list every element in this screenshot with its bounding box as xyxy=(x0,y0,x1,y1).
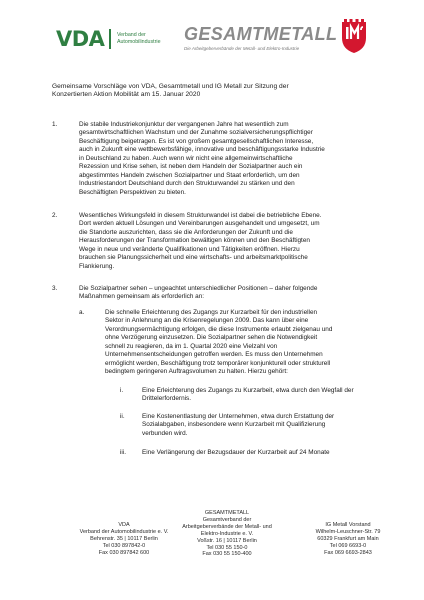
paragraph-2 xyxy=(79,212,397,271)
footer-line: Voßstr. 16 | 10117 Berlin xyxy=(197,537,257,544)
footer-line: IG Metall Vorstand xyxy=(325,522,371,528)
footer-line: Fax 030 55 150-400 xyxy=(202,551,252,558)
text-line: Flankierung. xyxy=(79,262,115,270)
vda-logo xyxy=(56,27,161,51)
footer-line: VDA xyxy=(118,522,130,528)
text-line: ohne Verzögerung einzusetzen. Die Sozialpartner sehen die Notwendigkeit xyxy=(105,334,318,342)
vda-divider xyxy=(109,29,111,49)
vda-name-line2: Automobilindustrie xyxy=(116,39,161,45)
footer-line: Gesamtverband der xyxy=(202,516,252,523)
gesamtmetall-tagline: Die Arbeitgeberverbände der Metall- und Elektro-Industrie xyxy=(184,46,300,51)
footer-line: Fax 069 6693-2843 xyxy=(324,549,372,556)
text-line: Sozialabgaben, insbesondere wenn Kurzarbeit mit Qualifizierung xyxy=(142,421,326,429)
footer-line: Wilhelm-Leuschner-Str. 79 xyxy=(315,528,381,535)
text-line: Beschäftigten Perspektiven zu bieten. xyxy=(79,188,186,196)
text-line: Sektor in Anlehnung an die Krisenregelungen 2009. Das kann über eine xyxy=(105,317,309,325)
footer-line: Verband der Automobilindustrie e. V. xyxy=(79,528,169,535)
text-line: die Standorte auszurichten, dass sie die Anforderungen der Zukunft und die xyxy=(79,228,293,236)
paragraph-3 xyxy=(79,285,397,302)
footer-line: Fax 030 897842 600 xyxy=(98,549,150,556)
gesamtmetall-mark: GESAMTMETALL xyxy=(184,24,338,44)
vda-mark: VDA xyxy=(56,27,105,51)
footer-line: Tel 030 55 150-0 xyxy=(206,544,248,551)
text-line: gesamtwirtschaftlichen Wachstum und der Zunahme sozialversicherungspflichtiger xyxy=(79,129,313,137)
text-line: Verordnungsermächtigung erfolgen, die diese Instrumente erlaubt zielgenau und xyxy=(105,325,333,333)
text-line: Die schnelle Erleichterung des Zugangs zur Kurzarbeit für den industriellen xyxy=(105,309,318,316)
footer-line: Behrenstr. 35 | 10117 Berlin xyxy=(90,535,158,542)
text-line: Eine Kostenentlastung der Unternehmen, etwa durch Erstattung der xyxy=(142,413,335,420)
text-line: Wesentliches Wirkungsfeld in diesem Strukturwandel ist dabei die betriebliche Ebene. xyxy=(79,212,322,219)
text-line: abgestimmtes Handeln zwischen Sozialpartner und Staat erforderlich, um den xyxy=(79,171,300,179)
footer-vda xyxy=(68,522,180,557)
text-line: Eine Erleichterung des Zugangs zu Kurzarbeit, etwa durch den Wegfall der xyxy=(142,387,354,394)
ig-metall-logo-icon xyxy=(340,18,368,54)
gesamtmetall-logo xyxy=(184,24,337,51)
subitem-roman: iii. xyxy=(120,449,127,456)
document-title xyxy=(52,83,392,100)
text-line: Dort werden aktuell Lösungen und Vereinbarungen ausgehandelt und umgesetzt, um xyxy=(79,220,320,228)
text-line: Beschäftigung beigetragen. Es ist von großem gesamtgesellschaftlichen Interesse, xyxy=(79,137,314,145)
vda-name-line1: Verband der xyxy=(116,32,146,38)
text-line: Die Sozialpartner sehen – ungeachtet unterschiedlicher Positionen – daher folgende xyxy=(79,285,318,292)
paragraph-3a-i xyxy=(142,387,397,404)
footer-line: Tel 069 6693-0 xyxy=(329,542,367,549)
paragraph-1 xyxy=(79,121,397,197)
text-line: Drittelerfordernis. xyxy=(142,395,192,403)
footer-line: GESAMTMETALL xyxy=(204,510,250,516)
text-line: Rezession und Krise sehen, ist neben dem Handeln der Sozialpartner auch ein xyxy=(79,163,303,171)
text-line: Die stabile Industriekonjunktur der vergangenen Jahre hat wesentlich zum xyxy=(79,121,289,128)
item-number: 2. xyxy=(52,212,58,219)
footer-line: Elektro-Industrie e. V. xyxy=(200,530,254,537)
title-line: Gemeinsame Vorschläge von VDA, Gesamtmetall und IG Metall zur Sitzung der xyxy=(52,83,289,90)
paragraph-3a-ii xyxy=(142,413,397,438)
text-line: auch in Zukunft eine wettbewerbsfähige, innovative und beschäftigungsstarke Industrie xyxy=(79,146,325,154)
footer-gesamtmetall xyxy=(172,510,282,558)
subitem-roman: i. xyxy=(120,387,124,394)
paragraph-3a xyxy=(105,309,397,377)
text-line: ermöglicht werden, Beschäftigung trotz temporärer konjunkturell oder strukturell xyxy=(105,359,331,367)
text-line: Herausforderungen der Transformation bewältigen können und den Beschäftigten xyxy=(79,237,310,245)
footer-line: Arbeitgeberverbände der Metall- und xyxy=(182,523,272,530)
text-line: Unternehmensentscheidungen getroffen werden. Es muss den Unternehmen xyxy=(105,351,323,359)
item-number: 1. xyxy=(52,121,58,128)
text-line: bedingtem geringeren Auftragsvolumen zu halten. Hierzu gehört: xyxy=(105,368,288,376)
subitem-roman: ii. xyxy=(120,413,125,420)
text-line: Wege in neue und veränderte Qualifikationen und Tätigkeiten eröffnen. Hierzu xyxy=(79,245,300,253)
text-line: Eine Verlängerung der Bezugsdauer der Kurzarbeit auf 24 Monate xyxy=(142,449,330,456)
text-line: in Deutschland zu haben. Auch wenn wir nicht eine allgemeinwirtschaftliche xyxy=(79,154,293,162)
title-line: Konzertierten Aktion Mobilität am 15. Januar 2020 xyxy=(52,91,201,99)
vda-name xyxy=(117,32,161,46)
text-line: brauchen sie Planungssicherheit und eine wirtschafts- und arbeitsmarktpolitische xyxy=(79,254,308,262)
text-line: Maßnahmen gemeinsam als erforderlich an: xyxy=(79,293,205,301)
subitem-letter: a. xyxy=(79,309,85,316)
item-number: 3. xyxy=(52,285,58,292)
paragraph-3a-iii xyxy=(142,449,397,457)
footer-line: Tel 030 897842-0 xyxy=(102,542,146,549)
text-line: Industriestandort Deutschland durch den Strukturwandel zu stärken und den xyxy=(79,180,295,188)
text-line: verbunden wird. xyxy=(142,429,188,437)
footer-line: 60329 Frankfurt am Main xyxy=(317,535,379,542)
footer-igmetall xyxy=(296,522,400,557)
text-line: schnell zu reagieren, da im 1. Quartal 2020 eine Vielzahl von xyxy=(105,342,278,350)
